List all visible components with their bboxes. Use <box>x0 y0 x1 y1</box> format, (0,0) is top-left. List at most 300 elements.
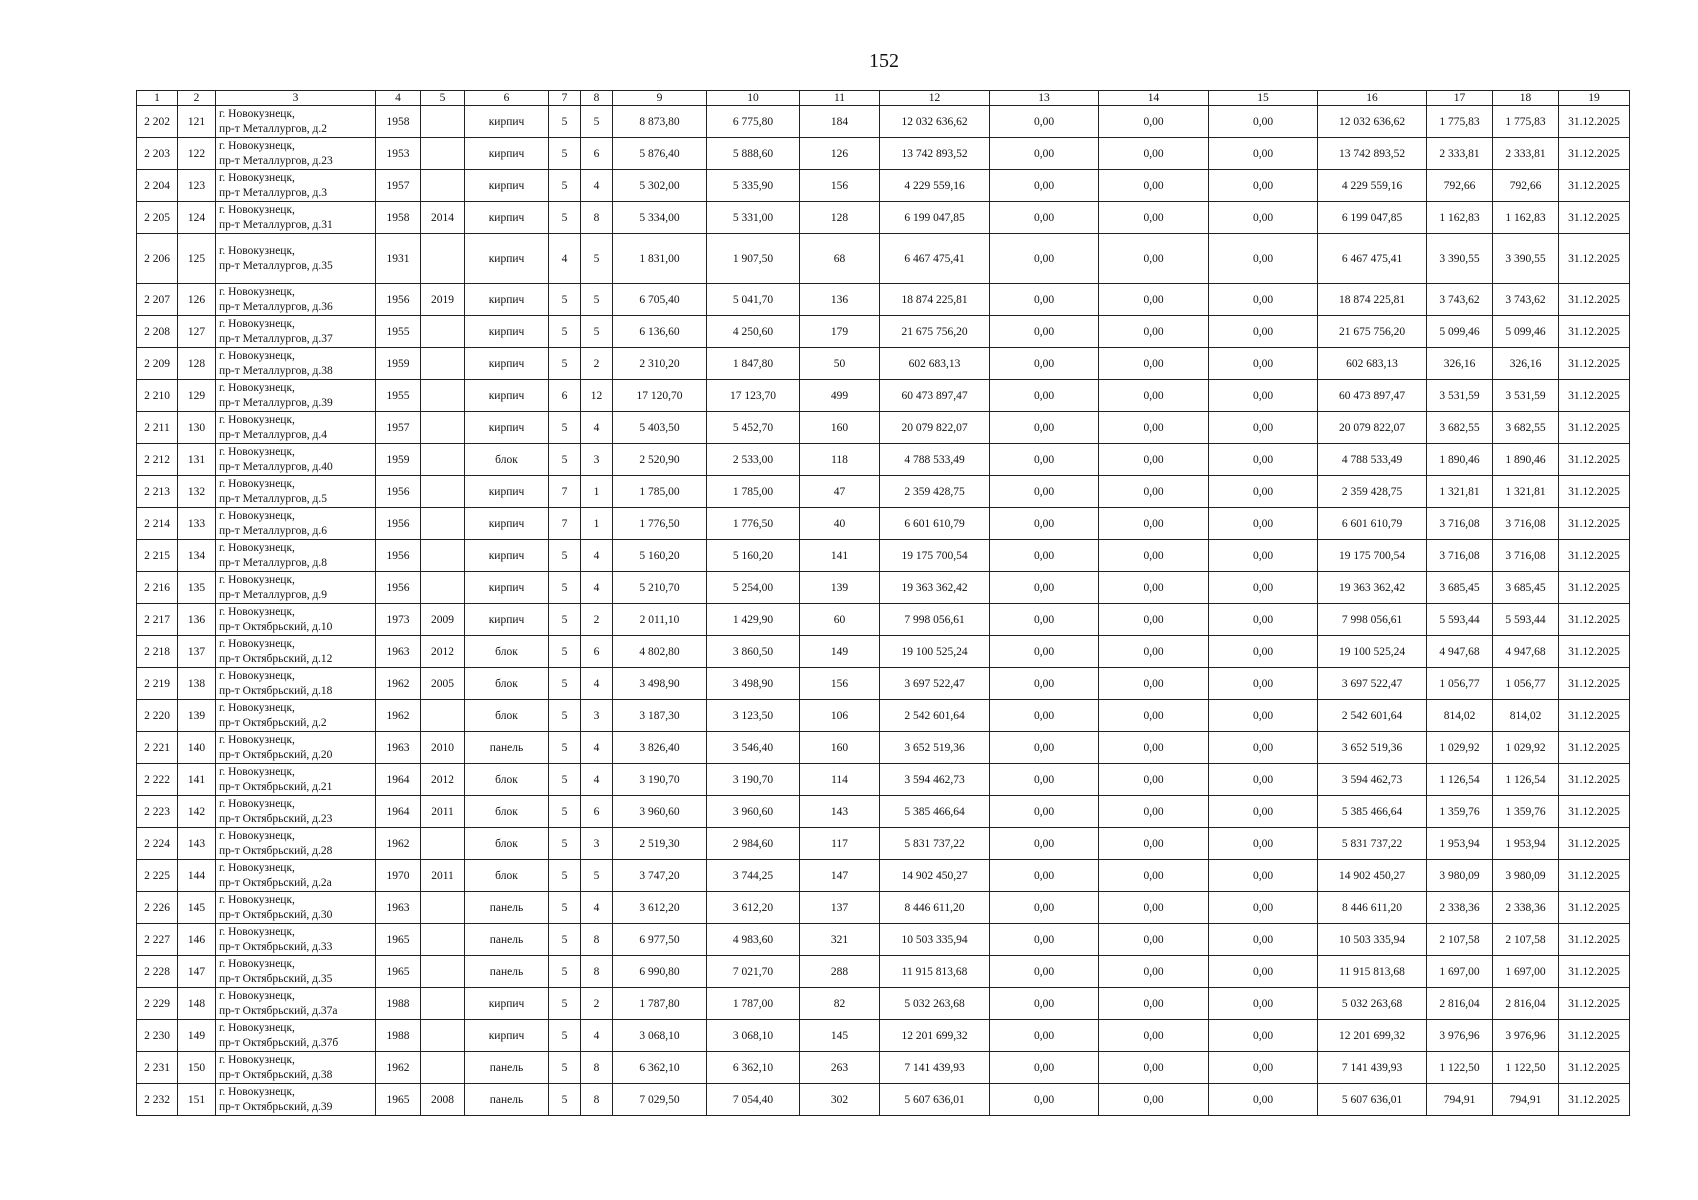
address-city: г. Новокузнецк, <box>219 413 295 426</box>
total-cost-cell: 13 742 893,52 <box>880 138 990 170</box>
address-street: пр-т Металлургов, д.31 <box>219 218 333 231</box>
address-cell <box>216 956 376 988</box>
entrances-cell: 8 <box>581 956 613 988</box>
unit-cost-17-cell: 2 338,36 <box>1427 892 1493 924</box>
entrances-cell: 2 <box>581 988 613 1020</box>
deadline-date-cell: 31.12.2025 <box>1559 444 1630 476</box>
local-number-cell: 145 <box>178 892 216 924</box>
local-number-cell: 146 <box>178 924 216 956</box>
cost-col-13-cell: 0,00 <box>990 732 1099 764</box>
local-number-cell: 136 <box>178 604 216 636</box>
total-area-cell: 3 068,10 <box>613 1020 707 1052</box>
record-number-cell: 2 227 <box>137 924 178 956</box>
cost-col-16-cell: 60 473 897,47 <box>1318 380 1427 412</box>
unit-cost-18-cell: 1 953,94 <box>1493 828 1559 860</box>
cost-col-13-cell: 0,00 <box>990 860 1099 892</box>
table-row <box>137 202 1630 234</box>
table-row <box>137 604 1630 636</box>
total-area-cell: 1 787,80 <box>613 988 707 1020</box>
cost-col-15-cell: 0,00 <box>1209 1052 1318 1084</box>
living-area-cell: 7 021,70 <box>707 956 800 988</box>
living-area-cell: 17 123,70 <box>707 380 800 412</box>
total-cost-cell: 5 607 636,01 <box>880 1084 990 1116</box>
deadline-date-cell: 31.12.2025 <box>1559 988 1630 1020</box>
address-street: пр-т Металлургов, д.9 <box>219 588 327 601</box>
year-built-cell: 1956 <box>376 284 421 316</box>
deadline-date-cell: 31.12.2025 <box>1559 668 1630 700</box>
year-built-cell: 1957 <box>376 170 421 202</box>
local-number-cell: 142 <box>178 796 216 828</box>
entrances-cell: 4 <box>581 1020 613 1052</box>
entrances-cell: 6 <box>581 796 613 828</box>
unit-cost-17-cell: 1 122,50 <box>1427 1052 1493 1084</box>
column-header: 10 <box>707 91 800 106</box>
year-built-cell: 1963 <box>376 892 421 924</box>
cost-col-14-cell: 0,00 <box>1099 234 1209 284</box>
deadline-date-cell: 31.12.2025 <box>1559 1052 1630 1084</box>
local-number-cell: 143 <box>178 828 216 860</box>
table-row <box>137 412 1630 444</box>
floors-cell: 5 <box>549 106 581 138</box>
table-row <box>137 796 1630 828</box>
table-row <box>137 476 1630 508</box>
year-built-cell: 1953 <box>376 138 421 170</box>
cost-col-16-cell: 20 079 822,07 <box>1318 412 1427 444</box>
year-renovated-cell <box>421 924 465 956</box>
local-number-cell: 151 <box>178 1084 216 1116</box>
cost-col-13-cell: 0,00 <box>990 828 1099 860</box>
deadline-date-cell: 31.12.2025 <box>1559 234 1630 284</box>
table-row <box>137 1084 1630 1116</box>
deadline-date-cell: 31.12.2025 <box>1559 106 1630 138</box>
deadline-date-cell: 31.12.2025 <box>1559 170 1630 202</box>
table-row <box>137 508 1630 540</box>
residents-cell: 40 <box>800 508 880 540</box>
total-area-cell: 3 612,20 <box>613 892 707 924</box>
cost-col-16-cell: 602 683,13 <box>1318 348 1427 380</box>
table-row <box>137 636 1630 668</box>
address-street: пр-т Октябрьский, д.18 <box>219 684 333 697</box>
year-renovated-cell: 2019 <box>421 284 465 316</box>
total-area-cell: 1 776,50 <box>613 508 707 540</box>
floors-cell: 5 <box>549 1084 581 1116</box>
unit-cost-17-cell: 1 056,77 <box>1427 668 1493 700</box>
column-header: 18 <box>1493 91 1559 106</box>
record-number-cell: 2 225 <box>137 860 178 892</box>
local-number-cell: 127 <box>178 316 216 348</box>
cost-col-14-cell: 0,00 <box>1099 348 1209 380</box>
year-built-cell: 1959 <box>376 348 421 380</box>
column-header: 16 <box>1318 91 1427 106</box>
address-city: г. Новокузнецк, <box>219 445 295 458</box>
address-street: пр-т Октябрьский, д.35 <box>219 972 333 985</box>
cost-col-16-cell: 6 199 047,85 <box>1318 202 1427 234</box>
column-header: 17 <box>1427 91 1493 106</box>
unit-cost-18-cell: 1 697,00 <box>1493 956 1559 988</box>
cost-col-13-cell: 0,00 <box>990 924 1099 956</box>
column-header: 12 <box>880 91 990 106</box>
cost-col-15-cell: 0,00 <box>1209 284 1318 316</box>
wall-material-cell: блок <box>465 444 549 476</box>
total-cost-cell: 4 229 559,16 <box>880 170 990 202</box>
residents-cell: 60 <box>800 604 880 636</box>
column-header: 8 <box>581 91 613 106</box>
table-row <box>137 700 1630 732</box>
cost-col-14-cell: 0,00 <box>1099 106 1209 138</box>
cost-col-16-cell: 2 542 601,64 <box>1318 700 1427 732</box>
entrances-cell: 4 <box>581 892 613 924</box>
cost-col-15-cell: 0,00 <box>1209 668 1318 700</box>
cost-col-13-cell: 0,00 <box>990 988 1099 1020</box>
living-area-cell: 5 335,90 <box>707 170 800 202</box>
address-cell <box>216 476 376 508</box>
cost-col-14-cell: 0,00 <box>1099 476 1209 508</box>
total-cost-cell: 4 788 533,49 <box>880 444 990 476</box>
local-number-cell: 135 <box>178 572 216 604</box>
residents-cell: 117 <box>800 828 880 860</box>
address-cell <box>216 572 376 604</box>
address-street: пр-т Металлургов, д.35 <box>219 259 333 272</box>
table-row <box>137 668 1630 700</box>
living-area-cell: 2 984,60 <box>707 828 800 860</box>
residents-cell: 321 <box>800 924 880 956</box>
living-area-cell: 3 744,25 <box>707 860 800 892</box>
living-area-cell: 5 452,70 <box>707 412 800 444</box>
wall-material-cell: кирпич <box>465 106 549 138</box>
floors-cell: 5 <box>549 700 581 732</box>
local-number-cell: 138 <box>178 668 216 700</box>
living-area-cell: 5 888,60 <box>707 138 800 170</box>
total-cost-cell: 11 915 813,68 <box>880 956 990 988</box>
unit-cost-17-cell: 3 685,45 <box>1427 572 1493 604</box>
record-number-cell: 2 223 <box>137 796 178 828</box>
year-renovated-cell: 2009 <box>421 604 465 636</box>
total-area-cell: 2 310,20 <box>613 348 707 380</box>
address-street: пр-т Октябрьский, д.2а <box>219 876 332 889</box>
total-area-cell: 3 187,30 <box>613 700 707 732</box>
living-area-cell: 1 785,00 <box>707 476 800 508</box>
cost-col-16-cell: 19 100 525,24 <box>1318 636 1427 668</box>
entrances-cell: 4 <box>581 764 613 796</box>
cost-col-14-cell: 0,00 <box>1099 202 1209 234</box>
residents-cell: 160 <box>800 732 880 764</box>
record-number-cell: 2 209 <box>137 348 178 380</box>
local-number-cell: 128 <box>178 348 216 380</box>
record-number-cell: 2 226 <box>137 892 178 924</box>
address-city: г. Новокузнецк, <box>219 893 295 906</box>
address-city: г. Новокузнецк, <box>219 244 295 257</box>
address-cell <box>216 234 376 284</box>
table-row <box>137 540 1630 572</box>
local-number-cell: 121 <box>178 106 216 138</box>
local-number-cell: 137 <box>178 636 216 668</box>
cost-col-16-cell: 10 503 335,94 <box>1318 924 1427 956</box>
wall-material-cell: панель <box>465 1052 549 1084</box>
year-renovated-cell <box>421 572 465 604</box>
year-renovated-cell <box>421 348 465 380</box>
living-area-cell: 2 533,00 <box>707 444 800 476</box>
cost-col-14-cell: 0,00 <box>1099 284 1209 316</box>
total-area-cell: 3 498,90 <box>613 668 707 700</box>
living-area-cell: 3 123,50 <box>707 700 800 732</box>
unit-cost-17-cell: 3 716,08 <box>1427 508 1493 540</box>
wall-material-cell: кирпич <box>465 476 549 508</box>
unit-cost-17-cell: 3 716,08 <box>1427 540 1493 572</box>
address-street: пр-т Октябрьский, д.37б <box>219 1036 339 1049</box>
wall-material-cell: кирпич <box>465 572 549 604</box>
year-built-cell: 1965 <box>376 1084 421 1116</box>
unit-cost-18-cell: 794,91 <box>1493 1084 1559 1116</box>
cost-col-14-cell: 0,00 <box>1099 956 1209 988</box>
residents-cell: 302 <box>800 1084 880 1116</box>
entrances-cell: 8 <box>581 924 613 956</box>
year-renovated-cell <box>421 412 465 444</box>
table-row <box>137 284 1630 316</box>
cost-col-15-cell: 0,00 <box>1209 956 1318 988</box>
cost-col-13-cell: 0,00 <box>990 202 1099 234</box>
cost-col-14-cell: 0,00 <box>1099 138 1209 170</box>
unit-cost-17-cell: 5 099,46 <box>1427 316 1493 348</box>
unit-cost-17-cell: 3 682,55 <box>1427 412 1493 444</box>
wall-material-cell: кирпич <box>465 170 549 202</box>
entrances-cell: 3 <box>581 700 613 732</box>
year-built-cell: 1955 <box>376 316 421 348</box>
local-number-cell: 122 <box>178 138 216 170</box>
record-number-cell: 2 207 <box>137 284 178 316</box>
year-renovated-cell <box>421 476 465 508</box>
total-area-cell: 6 362,10 <box>613 1052 707 1084</box>
year-built-cell: 1958 <box>376 106 421 138</box>
local-number-cell: 123 <box>178 170 216 202</box>
address-city: г. Новокузнецк, <box>219 573 295 586</box>
residents-cell: 106 <box>800 700 880 732</box>
year-built-cell: 1956 <box>376 476 421 508</box>
total-area-cell: 3 190,70 <box>613 764 707 796</box>
deadline-date-cell: 31.12.2025 <box>1559 636 1630 668</box>
address-city: г. Новокузнецк, <box>219 317 295 330</box>
deadline-date-cell: 31.12.2025 <box>1559 924 1630 956</box>
wall-material-cell: кирпич <box>465 284 549 316</box>
entrances-cell: 3 <box>581 444 613 476</box>
floors-cell: 5 <box>549 1052 581 1084</box>
address-cell <box>216 380 376 412</box>
cost-col-13-cell: 0,00 <box>990 1052 1099 1084</box>
address-cell <box>216 668 376 700</box>
year-built-cell: 1963 <box>376 732 421 764</box>
cost-col-14-cell: 0,00 <box>1099 380 1209 412</box>
unit-cost-18-cell: 3 716,08 <box>1493 508 1559 540</box>
year-renovated-cell <box>421 170 465 202</box>
table-row <box>137 828 1630 860</box>
entrances-cell: 4 <box>581 170 613 202</box>
wall-material-cell: кирпич <box>465 1020 549 1052</box>
cost-col-15-cell: 0,00 <box>1209 828 1318 860</box>
record-number-cell: 2 232 <box>137 1084 178 1116</box>
deadline-date-cell: 31.12.2025 <box>1559 764 1630 796</box>
cost-col-16-cell: 5 385 466,64 <box>1318 796 1427 828</box>
unit-cost-17-cell: 4 947,68 <box>1427 636 1493 668</box>
deadline-date-cell: 31.12.2025 <box>1559 138 1630 170</box>
cost-col-15-cell: 0,00 <box>1209 234 1318 284</box>
year-renovated-cell <box>421 1020 465 1052</box>
table-row <box>137 892 1630 924</box>
living-area-cell: 3 860,50 <box>707 636 800 668</box>
total-cost-cell: 6 199 047,85 <box>880 202 990 234</box>
floors-cell: 5 <box>549 316 581 348</box>
record-number-cell: 2 228 <box>137 956 178 988</box>
total-cost-cell: 602 683,13 <box>880 348 990 380</box>
column-header: 13 <box>990 91 1099 106</box>
total-area-cell: 4 802,80 <box>613 636 707 668</box>
cost-col-14-cell: 0,00 <box>1099 1084 1209 1116</box>
total-cost-cell: 20 079 822,07 <box>880 412 990 444</box>
address-city: г. Новокузнецк, <box>219 733 295 746</box>
year-renovated-cell <box>421 700 465 732</box>
total-area-cell: 2 519,30 <box>613 828 707 860</box>
column-header: 6 <box>465 91 549 106</box>
local-number-cell: 144 <box>178 860 216 892</box>
living-area-cell: 1 429,90 <box>707 604 800 636</box>
wall-material-cell: кирпич <box>465 202 549 234</box>
floors-cell: 5 <box>549 924 581 956</box>
deadline-date-cell: 31.12.2025 <box>1559 604 1630 636</box>
cost-col-16-cell: 19 175 700,54 <box>1318 540 1427 572</box>
cost-col-13-cell: 0,00 <box>990 572 1099 604</box>
floors-cell: 5 <box>549 572 581 604</box>
year-renovated-cell: 2011 <box>421 796 465 828</box>
cost-col-16-cell: 18 874 225,81 <box>1318 284 1427 316</box>
unit-cost-18-cell: 326,16 <box>1493 348 1559 380</box>
record-number-cell: 2 231 <box>137 1052 178 1084</box>
cost-col-15-cell: 0,00 <box>1209 988 1318 1020</box>
column-header: 19 <box>1559 91 1630 106</box>
floors-cell: 5 <box>549 732 581 764</box>
year-renovated-cell: 2012 <box>421 764 465 796</box>
residents-cell: 156 <box>800 668 880 700</box>
total-cost-cell: 7 998 056,61 <box>880 604 990 636</box>
entrances-cell: 8 <box>581 1084 613 1116</box>
living-area-cell: 6 362,10 <box>707 1052 800 1084</box>
living-area-cell: 3 960,60 <box>707 796 800 828</box>
address-street: пр-т Металлургов, д.4 <box>219 428 327 441</box>
address-city: г. Новокузнецк, <box>219 107 295 120</box>
record-number-cell: 2 221 <box>137 732 178 764</box>
living-area-cell: 7 054,40 <box>707 1084 800 1116</box>
cost-col-13-cell: 0,00 <box>990 540 1099 572</box>
entrances-cell: 1 <box>581 476 613 508</box>
address-street: пр-т Металлургов, д.37 <box>219 332 333 345</box>
cost-col-15-cell: 0,00 <box>1209 316 1318 348</box>
cost-col-14-cell: 0,00 <box>1099 732 1209 764</box>
wall-material-cell: блок <box>465 700 549 732</box>
year-renovated-cell: 2005 <box>421 668 465 700</box>
residents-cell: 136 <box>800 284 880 316</box>
address-street: пр-т Металлургов, д.5 <box>219 492 327 505</box>
total-area-cell: 2 520,90 <box>613 444 707 476</box>
address-cell <box>216 444 376 476</box>
floors-cell: 5 <box>549 956 581 988</box>
year-built-cell: 1956 <box>376 508 421 540</box>
table-row <box>137 234 1630 284</box>
year-built-cell: 1962 <box>376 700 421 732</box>
entrances-cell: 6 <box>581 636 613 668</box>
floors-cell: 5 <box>549 828 581 860</box>
floors-cell: 5 <box>549 764 581 796</box>
wall-material-cell: кирпич <box>465 508 549 540</box>
cost-col-14-cell: 0,00 <box>1099 924 1209 956</box>
total-area-cell: 5 302,00 <box>613 170 707 202</box>
cost-col-13-cell: 0,00 <box>990 1020 1099 1052</box>
cost-col-14-cell: 0,00 <box>1099 170 1209 202</box>
entrances-cell: 12 <box>581 380 613 412</box>
address-cell <box>216 796 376 828</box>
cost-col-15-cell: 0,00 <box>1209 892 1318 924</box>
total-cost-cell: 18 874 225,81 <box>880 284 990 316</box>
year-renovated-cell <box>421 380 465 412</box>
unit-cost-17-cell: 3 390,55 <box>1427 234 1493 284</box>
record-number-cell: 2 217 <box>137 604 178 636</box>
residents-cell: 263 <box>800 1052 880 1084</box>
local-number-cell: 141 <box>178 764 216 796</box>
unit-cost-17-cell: 1 890,46 <box>1427 444 1493 476</box>
record-number-cell: 2 202 <box>137 106 178 138</box>
entrances-cell: 6 <box>581 138 613 170</box>
residents-cell: 288 <box>800 956 880 988</box>
cost-col-16-cell: 4 788 533,49 <box>1318 444 1427 476</box>
residents-cell: 149 <box>800 636 880 668</box>
local-number-cell: 129 <box>178 380 216 412</box>
address-city: г. Новокузнецк, <box>219 765 295 778</box>
address-street: пр-т Металлургов, д.40 <box>219 460 333 473</box>
total-area-cell: 1 785,00 <box>613 476 707 508</box>
wall-material-cell: панель <box>465 892 549 924</box>
address-cell <box>216 732 376 764</box>
address-cell <box>216 348 376 380</box>
address-street: пр-т Октябрьский, д.23 <box>219 812 333 825</box>
local-number-cell: 132 <box>178 476 216 508</box>
total-area-cell: 1 831,00 <box>613 234 707 284</box>
deadline-date-cell: 31.12.2025 <box>1559 284 1630 316</box>
address-cell <box>216 636 376 668</box>
residents-cell: 139 <box>800 572 880 604</box>
address-city: г. Новокузнецк, <box>219 1021 295 1034</box>
unit-cost-18-cell: 792,66 <box>1493 170 1559 202</box>
deadline-date-cell: 31.12.2025 <box>1559 412 1630 444</box>
deadline-date-cell: 31.12.2025 <box>1559 700 1630 732</box>
year-built-cell: 1964 <box>376 796 421 828</box>
residents-cell: 179 <box>800 316 880 348</box>
column-header: 1 <box>137 91 178 106</box>
wall-material-cell: кирпич <box>465 138 549 170</box>
total-cost-cell: 2 359 428,75 <box>880 476 990 508</box>
wall-material-cell: кирпич <box>465 348 549 380</box>
year-renovated-cell <box>421 508 465 540</box>
year-built-cell: 1965 <box>376 924 421 956</box>
year-renovated-cell <box>421 540 465 572</box>
cost-col-14-cell: 0,00 <box>1099 668 1209 700</box>
year-built-cell: 1958 <box>376 202 421 234</box>
year-built-cell: 1970 <box>376 860 421 892</box>
floors-cell: 5 <box>549 668 581 700</box>
unit-cost-18-cell: 3 743,62 <box>1493 284 1559 316</box>
wall-material-cell: блок <box>465 764 549 796</box>
address-street: пр-т Октябрьский, д.28 <box>219 844 333 857</box>
living-area-cell: 5 160,20 <box>707 540 800 572</box>
cost-col-15-cell: 0,00 <box>1209 106 1318 138</box>
residents-cell: 156 <box>800 170 880 202</box>
address-city: г. Новокузнецк, <box>219 171 295 184</box>
year-built-cell: 1956 <box>376 572 421 604</box>
